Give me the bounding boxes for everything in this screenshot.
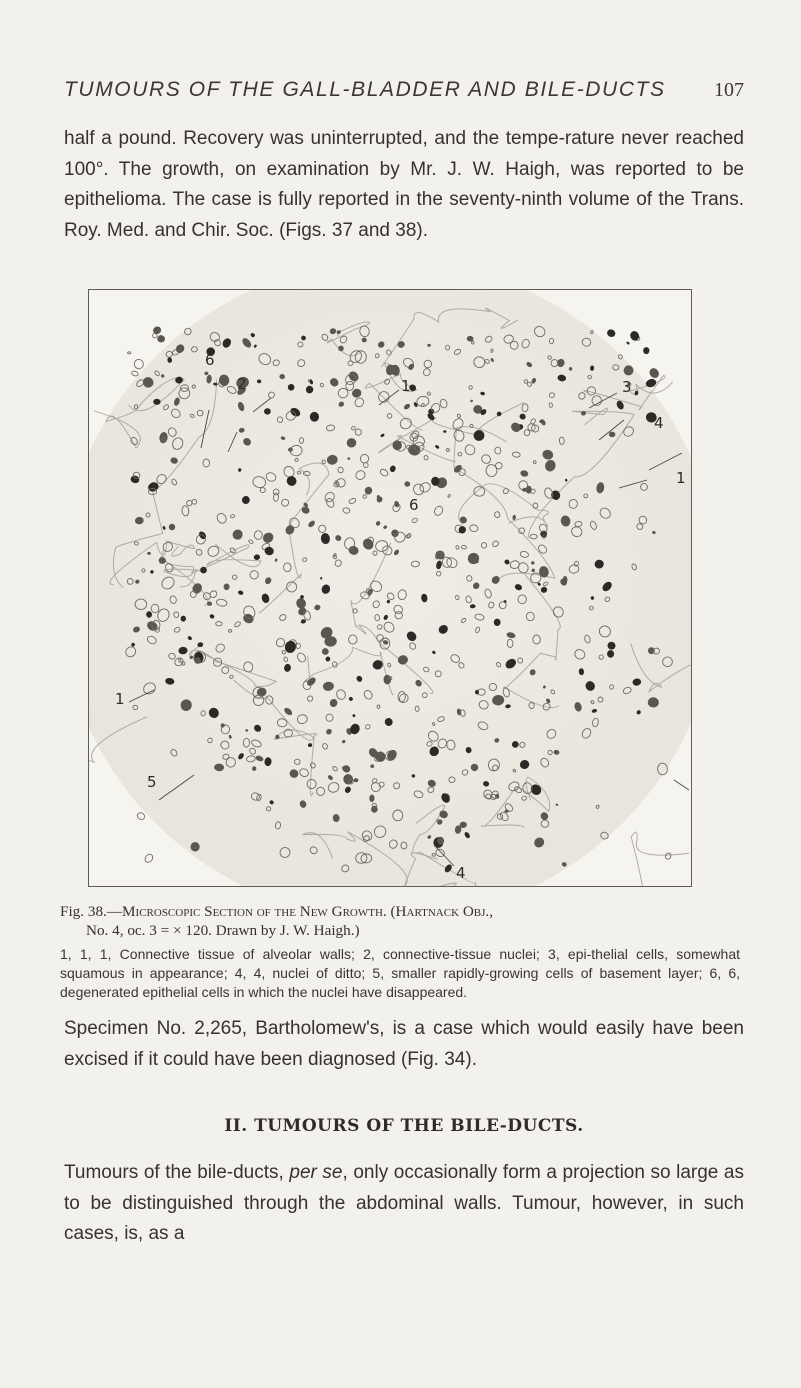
figure-number: Fig. 38.	[60, 903, 107, 920]
figure-label-1-left: 1	[115, 690, 125, 708]
figure-label-2: 2	[237, 375, 247, 393]
figure-label-3: 3	[622, 378, 632, 396]
microscopic-section-figure	[88, 289, 692, 887]
paragraph-1: half a pound. Recovery was uninterrupted, and the tempe-rature never reached 100°. The growth, on examination by Mr. J. W. Haigh, was reported to be epithelioma. The case is fully reported in the seventy-ninth volume of the Trans. Roy. Med. and Chir. Soc. (Figs. 37 and 38).	[64, 128, 744, 241]
figure-label-6-top: 6	[205, 351, 215, 369]
cell	[643, 347, 649, 354]
figure-label-6-middle: 6	[409, 496, 419, 514]
section-heading: II. TUMOURS OF THE BILE-DUCTS.	[224, 1116, 584, 1136]
running-head	[64, 78, 744, 108]
paragraph-2: Specimen No. 2,265, Bartholomew's, is a case which would easily have been excised if it could have been diagnosed (Fig. 34).	[64, 1018, 744, 1070]
cell	[264, 408, 271, 414]
microscopic-section-drawing	[89, 290, 691, 886]
paragraph-3-start: Tumours of the bile-ducts,	[64, 1162, 290, 1183]
figure-label-1-top: 1	[401, 377, 411, 395]
figure-label-5: 5	[147, 773, 157, 791]
figure-label-4-bottom: 4	[456, 864, 466, 882]
figure-legend: 1, 1, 1, Connective tissue of alveolar walls; 2, connective-tissue nuclei; 3, epi-thelial cells, somewhat squamous in appearance; 4, 4, nuclei of ditto; 5, smaller rapidly-growing cells of basement layer; 6, 6, degenerated epithelial cells in which the nuclei have disappeared.	[60, 946, 740, 1000]
paragraph-3-end: , only occasionally form a projection so large as to be distinguished through the abdominal walls. Tumour, however, in such cases, is, as a	[64, 1162, 745, 1244]
running-title: TUMOURS OF THE GALL-BLADDER AND BILE-DUCTS	[64, 78, 666, 101]
figure-caption-line-2: No. 4, oc. 3 = × 120. Drawn by J. W. Haigh.)	[86, 922, 360, 939]
figure-label-1-right: 1	[676, 469, 686, 487]
figure-caption-title	[60, 902, 750, 921]
page-number: 107	[714, 79, 744, 101]
paragraph-3	[64, 1158, 744, 1250]
paragraph-3-italic: per se	[289, 1162, 343, 1183]
figure-caption-heading: —Microscopic Section of the New Growth. (Hartnack Obj.,	[106, 903, 494, 920]
figure-label-4-right: 4	[654, 414, 664, 432]
